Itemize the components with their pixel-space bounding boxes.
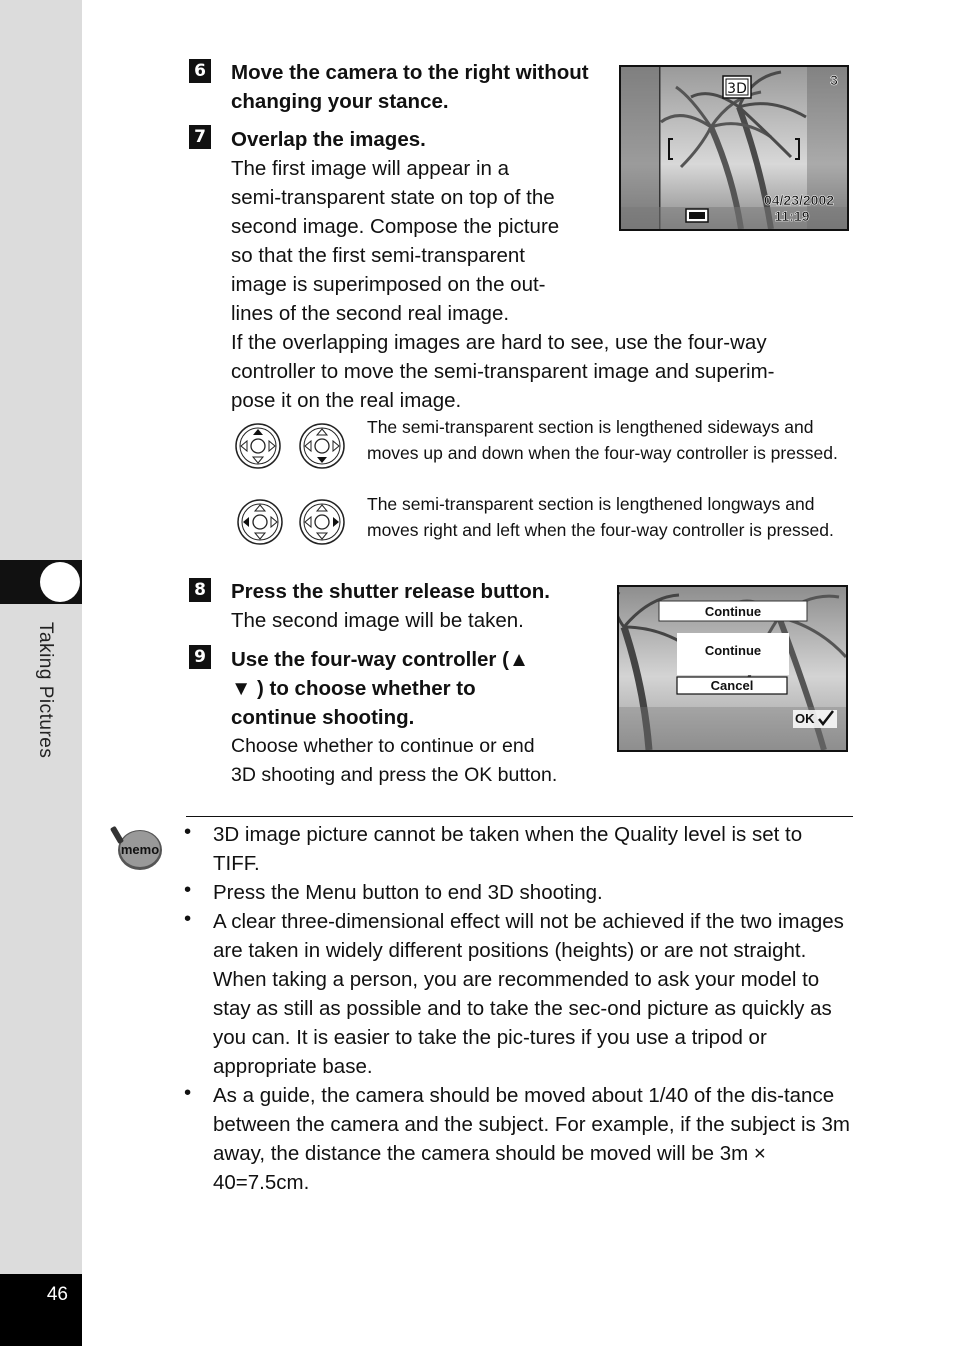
step-9-body-line: Choose whether to continue or end xyxy=(231,735,535,757)
step-7-body-line: controller to move the semi-transparent image and superim- xyxy=(231,360,775,383)
section-label: Taking Pictures xyxy=(35,622,56,759)
controller-up-pressed-icon xyxy=(234,422,282,470)
mode-badge-3d: 3D xyxy=(727,81,747,97)
controller-down-pressed-icon xyxy=(298,422,346,470)
step-7-body-line: semi-transparent state on top of the xyxy=(231,186,555,209)
step-9-body-line: 3D shooting and press the OK button. xyxy=(231,764,558,786)
step-7-body-line: The first image will appear in a xyxy=(231,157,510,180)
step-7-body-line: image is superimposed on the out- xyxy=(231,273,546,296)
step-7-body-line: so that the first semi-transparent xyxy=(231,244,525,267)
step-7-title: Overlap the images. xyxy=(231,128,426,151)
step-6-title: Move the camera to the right without changing your stance. xyxy=(231,61,589,113)
step-8-title: Press the shutter release button. xyxy=(231,580,550,603)
step-7-body-line: lines of the second real image. xyxy=(231,302,510,325)
step-9-title-line: continue shooting. xyxy=(231,706,415,729)
memo-icon-label: memo xyxy=(120,842,160,857)
ok-label: OK xyxy=(795,711,815,726)
memo-divider xyxy=(186,816,853,817)
step-7-body-line: pose it on the real image. xyxy=(231,389,462,412)
step-9-title-line: ▼ ) to choose whether to xyxy=(231,677,476,700)
step-8-number: 8 xyxy=(189,578,211,602)
memo-icon xyxy=(108,824,164,874)
step-9-title-line: Use the four-way controller (▲ xyxy=(231,648,530,671)
step-7-body-line: second image. Compose the picture xyxy=(231,215,560,238)
memo-bullet: Press the Menu button to end 3D shooting. xyxy=(213,881,603,904)
lcd-preview-overlap xyxy=(619,65,849,231)
menu-option-cancel: Cancel xyxy=(710,678,754,693)
bullet-dot: • xyxy=(184,878,192,901)
controller-note-updown: The semi-transparent section is lengthened sideways and moves up and down when the four-way controller is pressed. xyxy=(367,417,838,463)
memo-bullet: A clear three-dimensional effect will not be achieved if the two images are taken in widely different positions (heights) or are not straight. When taking a person, you are recommended to ask your model to stay as still as possible and to take the sec-ond picture as quickly as you can. It is easier to take the pic-tures if you use a tripod or appropriate base. xyxy=(213,910,844,1078)
step-7-number: 7 xyxy=(189,125,211,149)
step-8-body: The second image will be taken. xyxy=(231,609,524,632)
palm-scene-image xyxy=(621,67,847,229)
bullet-dot: • xyxy=(184,907,192,930)
lcd-date: 04/23/2002 xyxy=(763,192,835,208)
step-9-number: 9 xyxy=(189,645,211,669)
bullet-dot: • xyxy=(184,820,192,843)
bullet-dot: • xyxy=(184,1081,192,1104)
memo-bullet: As a guide, the camera should be moved about 1/40 of the dis-tance between the camera and the subject. For example, if the subject is 3m away, the distance the camera should be moved will be 3m × 40=7.5cm. xyxy=(213,1084,850,1194)
step-6-number: 6 xyxy=(189,59,211,83)
controller-right-pressed-icon xyxy=(298,498,346,546)
memo-bullet: 3D image picture cannot be taken when the Quality level is set to TIFF. xyxy=(213,823,803,875)
step-7-body-line: If the overlapping images are hard to see, use the four-way xyxy=(231,331,767,354)
lcd-continue-menu xyxy=(617,585,848,752)
menu-title-continue: Continue xyxy=(704,604,762,619)
palm-scene-image-2 xyxy=(619,587,846,750)
controller-left-pressed-icon xyxy=(236,498,284,546)
controller-note-leftright: The semi-transparent section is lengthened longways and moves right and left when the four-way controller is pressed. xyxy=(367,494,834,540)
lcd-time: 11:19 xyxy=(774,208,810,224)
frame-count: 3 xyxy=(830,72,838,88)
section-tab-circle xyxy=(40,562,80,602)
page-number: 46 xyxy=(46,1284,68,1305)
menu-option-continue: Continue xyxy=(704,643,762,658)
